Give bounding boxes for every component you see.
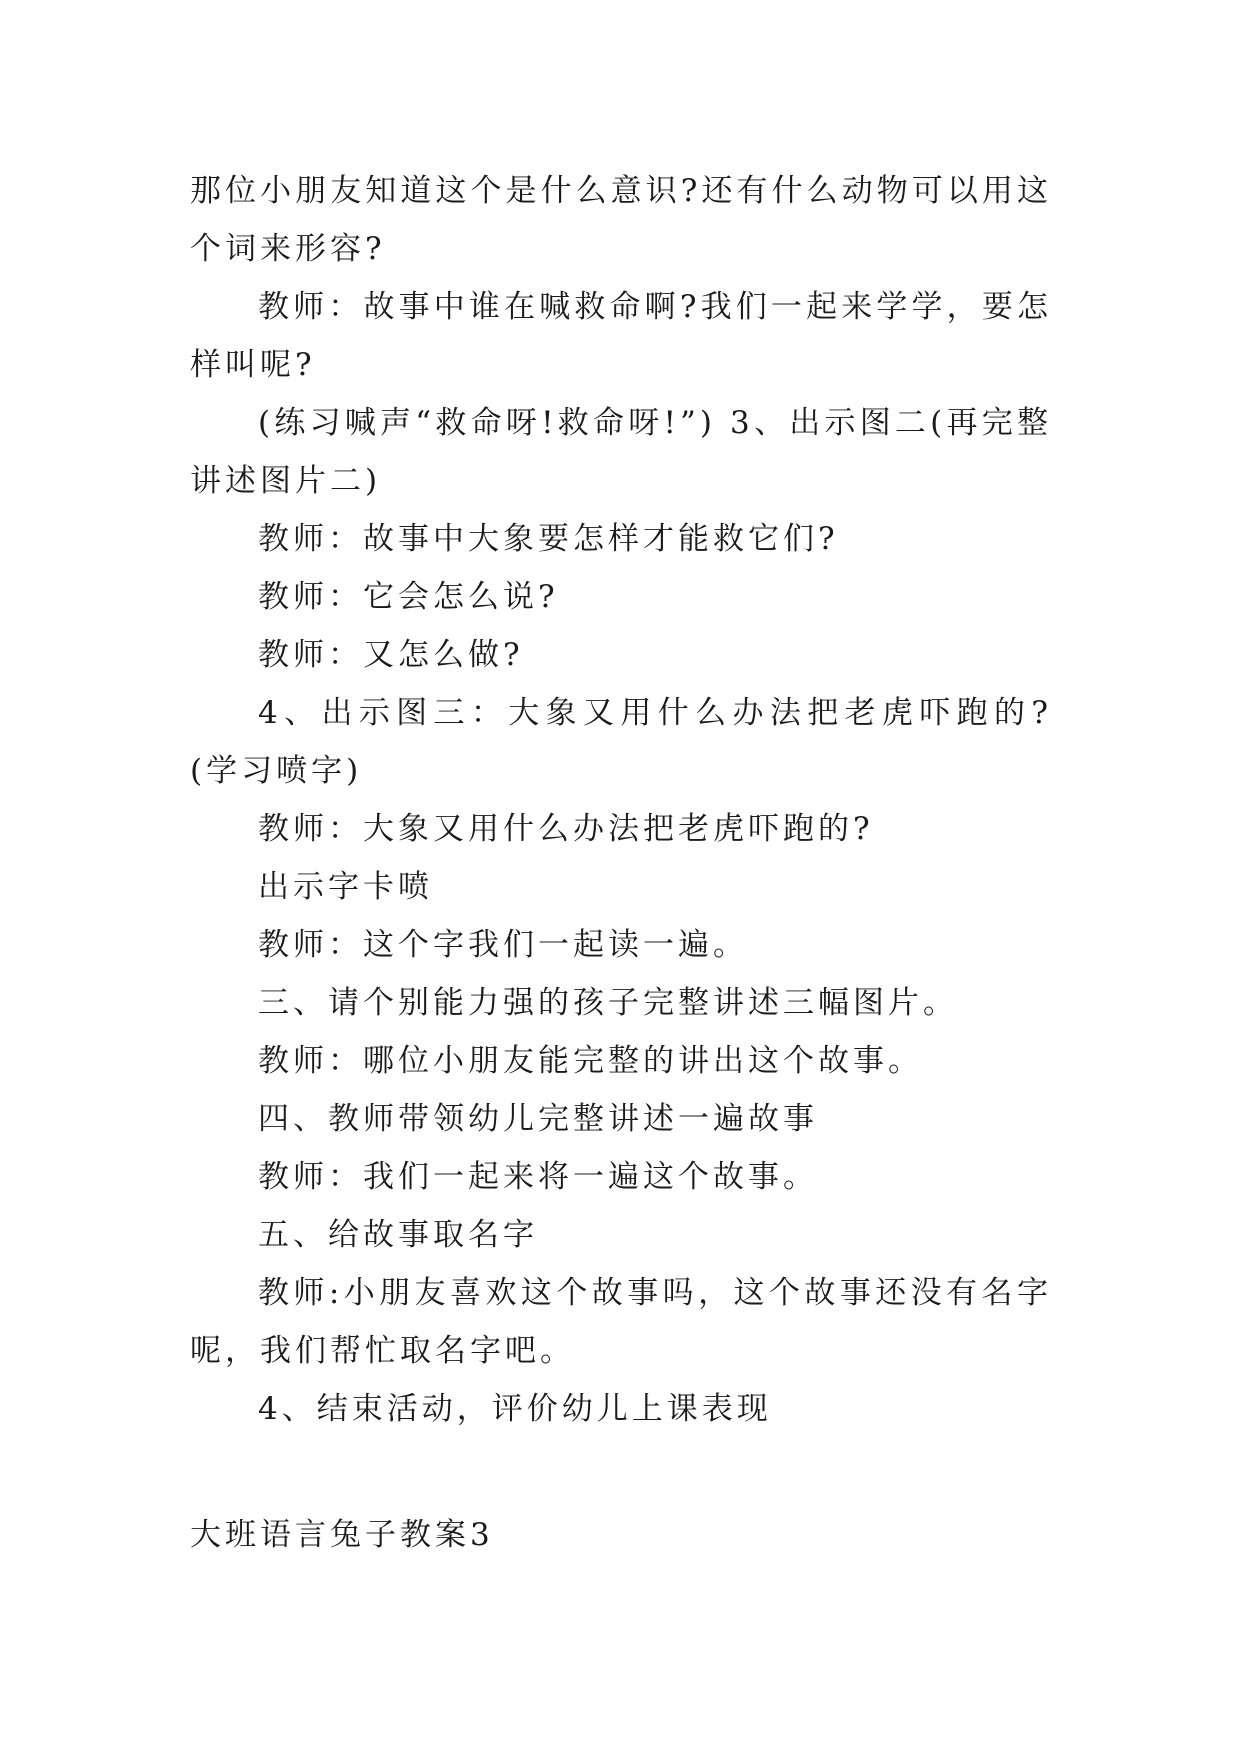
paragraph: 教师：故事中谁在喊救命啊?我们一起来学学，要怎样叫呢? — [190, 289, 1052, 383]
paragraph: 教师：又怎么做? — [258, 637, 524, 673]
section-heading: 大班语言兔子教案3 — [190, 1517, 494, 1553]
paragraph: 那位小朋友知道这个是什么意识?还有什么动物可以用这个词来形容? — [190, 173, 1052, 267]
paragraph: 教师：这个字我们一起读一遍。 — [258, 927, 748, 963]
paragraph: 三、请个别能力强的孩子完整讲述三幅图片。 — [258, 985, 958, 1021]
paragraph: 五、给故事取名字 — [258, 1217, 538, 1253]
paragraph: (练习喊声“救命呀!救命呀!”) 3、出示图二(再完整讲述图片二) — [190, 405, 1052, 499]
paragraph: 出示字卡喷 — [258, 869, 433, 905]
paragraph: 4、出示图三：大象又用什么办法把老虎吓跑的?(学习喷字) — [190, 695, 1052, 789]
paragraph: 教师：它会怎么说? — [258, 579, 559, 615]
paragraph: 教师：我们一起来将一遍这个故事。 — [258, 1159, 818, 1195]
document-body — [190, 162, 1052, 1564]
paragraph: 教师：大象又用什么办法把老虎吓跑的? — [258, 811, 874, 847]
paragraph: 教师:小朋友喜欢这个故事吗，这个故事还没有名字呢，我们帮忙取名字吧。 — [190, 1275, 1052, 1369]
paragraph: 教师：哪位小朋友能完整的讲出这个故事。 — [258, 1043, 923, 1079]
paragraph: 教师：故事中大象要怎样才能救它们? — [258, 521, 839, 557]
paragraph: 四、教师带领幼儿完整讲述一遍故事 — [258, 1101, 818, 1137]
paragraph: 4、结束活动，评价幼儿上课表现 — [258, 1391, 772, 1427]
